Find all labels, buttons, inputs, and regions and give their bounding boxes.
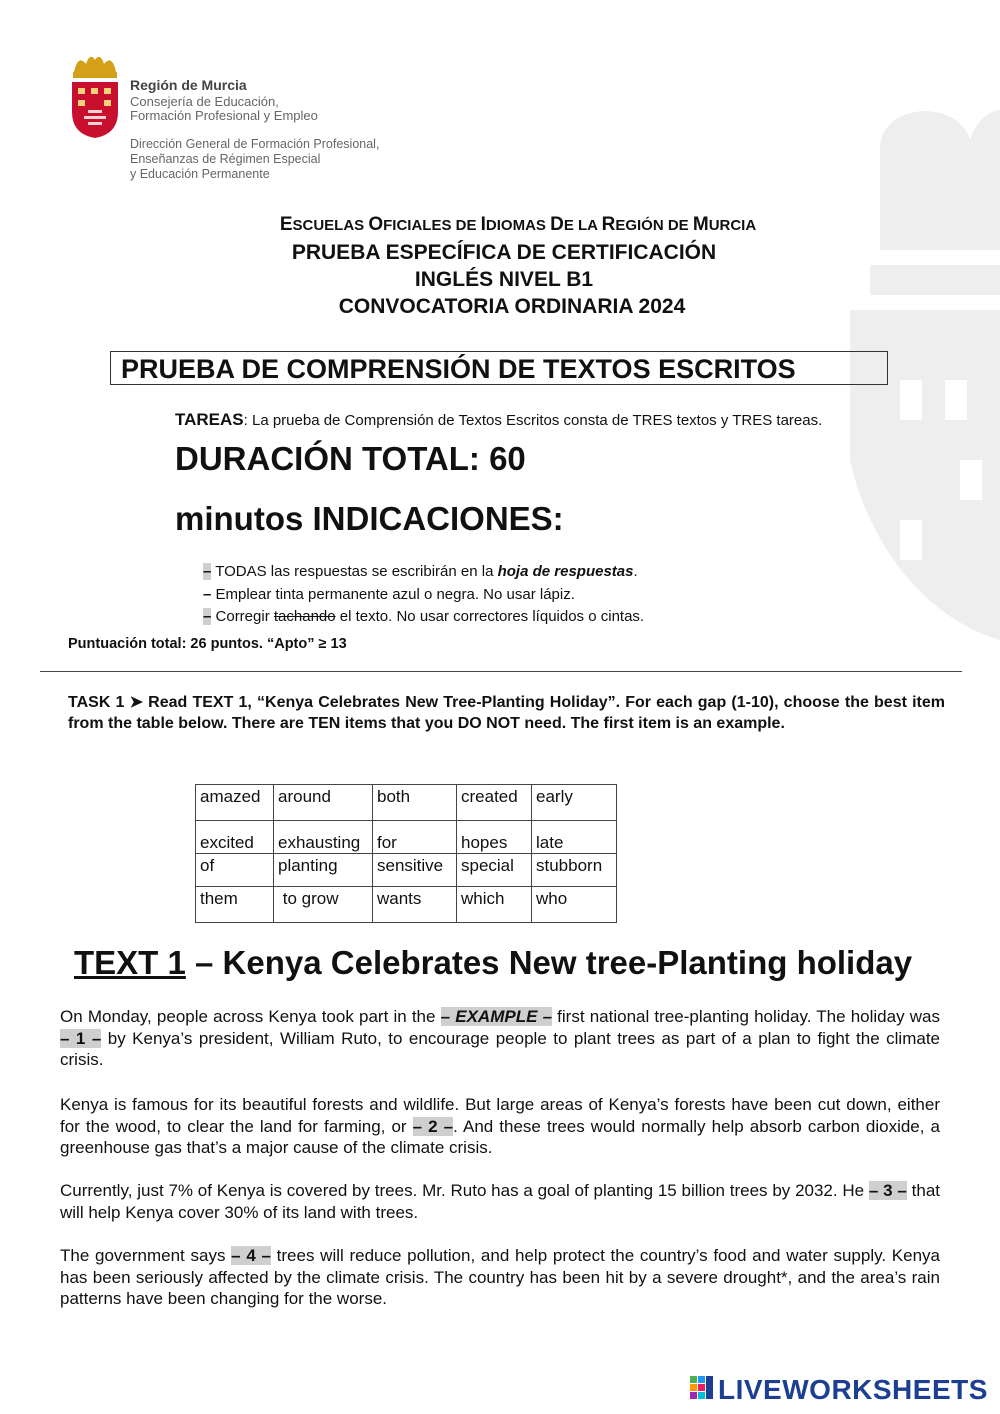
word-cell: for [373, 821, 457, 854]
direccion-line-1: Dirección General de Formación Profesional, [130, 137, 380, 151]
text1-paragraph-1: On Monday, people across Kenya took part in the – EXAMPLE – first national tree-planting holiday. The holiday was – 1 – by Kenya’s president, William Ruto, to encourage people to plant trees as part of a plan to fight the climate crisis. [60, 1007, 940, 1069]
word-cell: to grow [274, 887, 373, 923]
word-cell: of [196, 854, 274, 887]
puntuacion-total: Puntuación total: 26 puntos. “Apto” ≥ 13 [68, 636, 347, 652]
exam-part-title: PRUEBA DE COMPRENSIÓN DE TEXTOS ESCRITOS [110, 351, 888, 385]
liveworksheets-logo [690, 1374, 988, 1406]
direccion-line-3: y Educación Permanente [130, 167, 270, 181]
indication-3: – Corregir tachando el texto. No usar correctores líquidos o cintas. [203, 608, 645, 625]
task1-instructions: TASK 1 ➤ Read TEXT 1, “Kenya Celebrates New Tree-Planting Holiday”. For each gap (1-10), choose the best item from the table below. There are TEN items that you DO NOT need. The first item is an example. [68, 694, 945, 732]
duracion-heading: DURACIÓN TOTAL: 60 [175, 440, 526, 477]
text1-title: TEXT 1 – Kenya Celebrates New tree-Planting holiday [74, 944, 913, 981]
indication-1: – TODAS las respuestas se escribirán en la hoja de respuestas. [203, 563, 638, 580]
text1-paragraph-3: Currently, just 7% of Kenya is covered by trees. Mr. Ruto has a goal of planting 15 billion trees by 2032. He – 3 – that will help Kenya cover 30% of its land with trees. [60, 1181, 940, 1222]
tareas-line: TAREAS: La prueba de Comprensión de Textos Escritos consta de TRES textos y TRES tareas. [175, 410, 823, 429]
text1-paragraph-4: The government says – 4 – trees will reduce pollution, and help protect the country’s food and water supply. Kenya has been seriously affected by the climate crisis. The country has been hit by a severe drought*, and the area’s rain patterns have been changing for the worse. [60, 1246, 940, 1308]
region-murcia-crest-icon [66, 50, 124, 140]
school-heading: ESCUELAS OFICIALES DE IDIOMAS DE LA REGIÓN DE MURCIA [279, 214, 757, 235]
word-cell: both [373, 785, 457, 821]
certification-heading: PRUEBA ESPECÍFICA DE CERTIFICACIÓN [291, 241, 717, 264]
gap-1[interactable]: – 1 – [60, 1028, 102, 1048]
level-heading: INGLÉS NIVEL B1 [414, 268, 594, 291]
word-cell: early [532, 785, 617, 821]
word-cell: late [532, 821, 617, 854]
word-cell: hopes [457, 821, 532, 854]
liveworksheets-icon [690, 1376, 714, 1404]
text1-paragraph-2: Kenya is famous for its beautiful forests and wildlife. But large areas of Kenya’s forests have been cut down, either for the wood, to clear the land for farming, or – 2 –. And these trees would normally help absorb carbon dioxide, a greenhouse gas that’s a major cause of the climate crisis. [60, 1095, 941, 1157]
word-cell: who [532, 887, 617, 923]
section-divider [40, 671, 962, 672]
formacion-line: Formación Profesional y Empleo [130, 108, 318, 123]
direccion-line-2: Enseñanzas de Régimen Especial [130, 152, 321, 166]
consejeria-line: Consejería de Educación, [130, 94, 279, 109]
word-cell: planting [274, 854, 373, 887]
word-cell: special [457, 854, 532, 887]
word-bank-table [195, 784, 617, 923]
word-cell: wants [373, 887, 457, 923]
word-cell: which [457, 887, 532, 923]
word-cell: sensitive [373, 854, 457, 887]
gap-3[interactable]: – 3 – [868, 1181, 907, 1200]
word-cell: exhausting [274, 821, 373, 854]
word-cell: around [274, 785, 373, 821]
word-cell: excited [196, 821, 274, 854]
liveworksheets-brand: LIVEWORKSHEETS [718, 1374, 988, 1405]
convocatoria-heading: CONVOCATORIA ORDINARIA 2024 [338, 295, 686, 318]
table-row [196, 821, 617, 854]
table-row [196, 854, 617, 887]
table-row [196, 887, 617, 923]
indicaciones-heading: minutos INDICACIONES: [175, 500, 564, 537]
table-row [196, 785, 617, 821]
gap-2[interactable]: – 2 – [412, 1116, 454, 1136]
word-cell: them [196, 887, 274, 923]
word-cell: amazed [196, 785, 274, 821]
gap-4[interactable]: – 4 – [231, 1246, 271, 1265]
gap-example: – EXAMPLE – [440, 1007, 553, 1026]
indication-2: – Emplear tinta permanente azul o negra. No usar lápiz. [203, 586, 575, 603]
word-cell: stubborn [532, 854, 617, 887]
region-name: Región de Murcia [130, 77, 247, 93]
word-cell: created [457, 785, 532, 821]
